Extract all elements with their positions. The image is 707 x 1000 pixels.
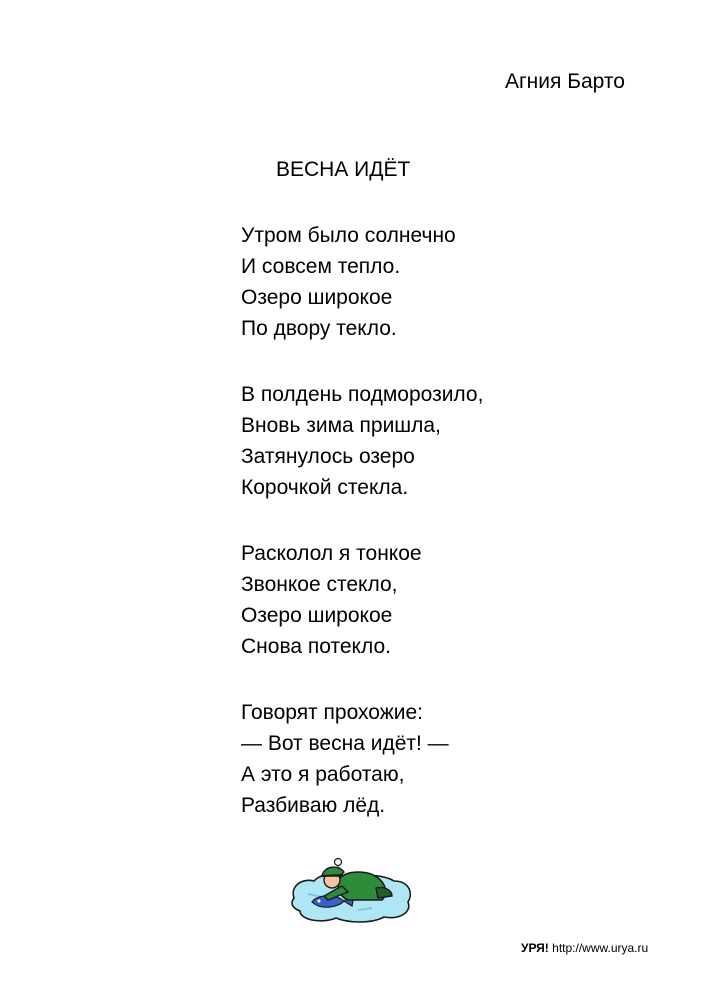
poem-body xyxy=(241,220,621,856)
poem-line: И совсем тепло. xyxy=(241,255,401,278)
stanza-1 xyxy=(241,220,621,344)
poem-line: Утром было солнечно xyxy=(241,224,456,247)
footer-brand: УРЯ! xyxy=(521,941,549,955)
poem-line: По двору текло. xyxy=(241,317,397,340)
poem-line: Корочкой стекла. xyxy=(241,476,409,499)
author-name: Агния Барто xyxy=(505,70,625,93)
stanza-3 xyxy=(241,538,621,662)
poem-line: Говорят прохожие: xyxy=(241,701,424,724)
poem-line: Звонкое стекло, xyxy=(241,573,398,596)
poem-line: Озеро широкое xyxy=(241,604,393,627)
poem-line: В полдень подморозило, xyxy=(241,383,484,406)
stanza-2 xyxy=(241,379,621,503)
boy-on-ice-icon xyxy=(288,848,416,926)
poem-line: Затянулось озеро xyxy=(241,445,415,468)
poem-title: ВЕСНА ИДЁТ xyxy=(276,158,411,181)
poem-line: Вновь зима пришла, xyxy=(241,414,441,437)
poem-line: А это я работаю, xyxy=(241,763,405,786)
footer-credit xyxy=(521,940,648,956)
poem-line: Разбиваю лёд. xyxy=(241,794,386,817)
stanza-4 xyxy=(241,697,621,821)
poem-line: Расколол я тонкое xyxy=(241,542,422,565)
poem-line: Озеро широкое xyxy=(241,286,393,309)
footer-url[interactable]: http://www.urya.ru xyxy=(552,941,649,955)
poem-line: Снова потекло. xyxy=(241,635,391,658)
poem-line: — Вот весна идёт! — xyxy=(241,732,449,755)
